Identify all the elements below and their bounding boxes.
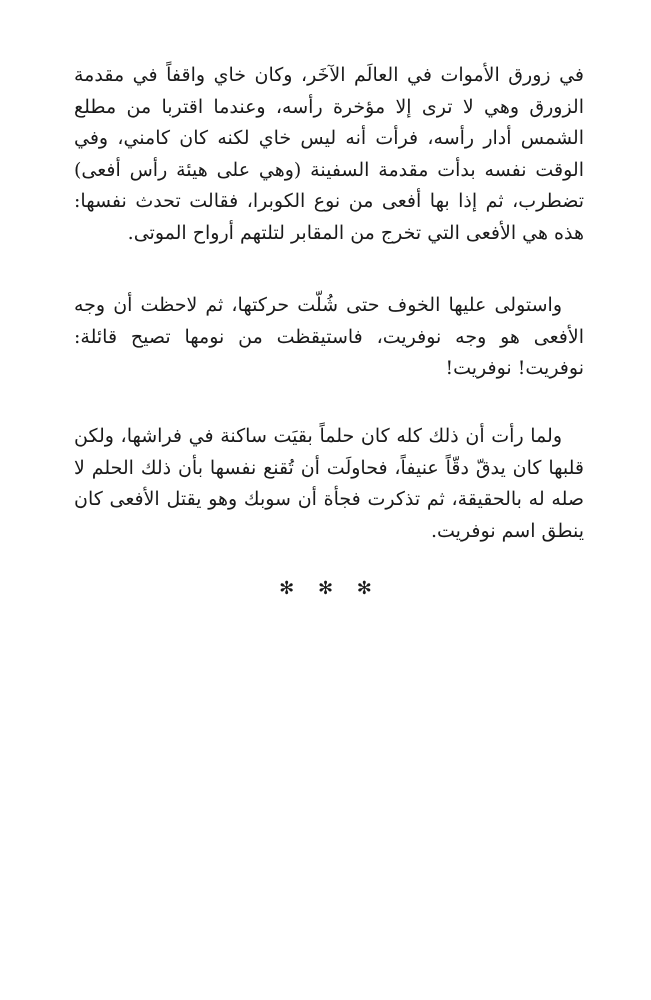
asterism-star-icon: ✻	[317, 578, 334, 599]
paragraph-2: واستولى عليها الخوف حتى شُلّت حركتها، ثم لاحظت أن وجه الأفعى هو وجه نوفريت، فاستيقظت من نومها تصيح قائلة: نوفريت! نوفريت!	[74, 294, 584, 379]
asterism-star-icon: ✻	[279, 578, 295, 599]
paragraph-3: ولما رأت أن ذلك كله كان حلماً بقيَت ساكنة في فراشها، ولكن قلبها كان يدقّ دقّاً عنيفاً، فحاولَت أن تُقنع نفسها بأن ذلك الحلم لا صله له بالحقيقة، ثم تذكرت فجأة أن سوبك وهو يقتل الأفعى كان ينطق اسم نوفريت.	[74, 425, 584, 542]
paragraph-1: في زورق الأموات في العالَم الآخَر، وكان خاي واقفاً في مقدمة الزورق وهي لا ترى إلا مؤخرة رأسه، وعندما اقتربا من مطلع الشمس أدار رأسه، فرأت أنه ليس خاي لكنه كان كامني، وفي الوقت نفسه بدأت مقدمة السفينة (وهي على هيئة رأس أفعى) تضطرب، ثم إذا بها أفعى من نوع الكوبرا، فقالت تحدث نفسها: هذه هي الأفعى التي تخرج من المقابر لتلتهم أرواح الموتى.	[74, 64, 584, 244]
asterism-star-icon: ✻	[356, 578, 372, 599]
section-separator	[0, 578, 651, 599]
